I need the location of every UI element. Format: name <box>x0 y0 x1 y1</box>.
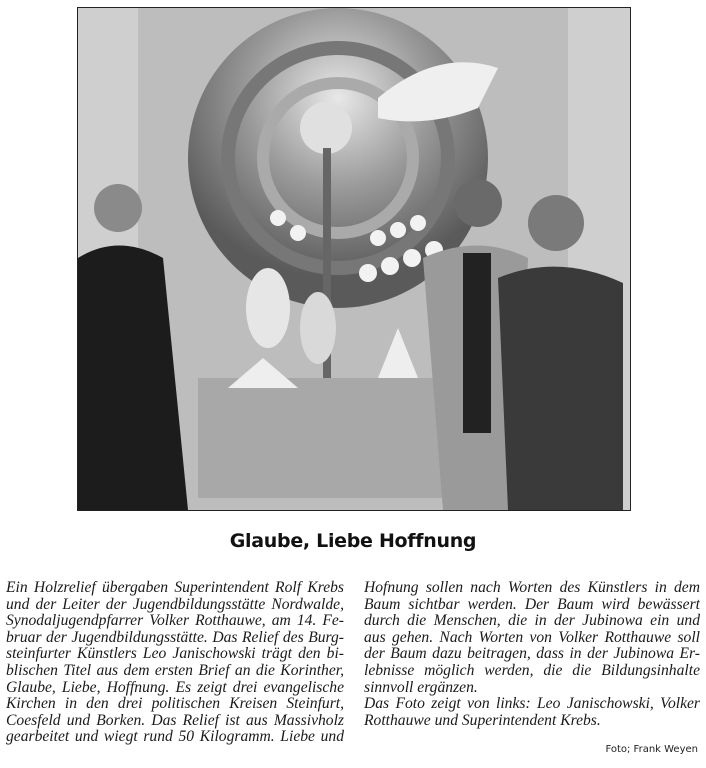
photo-image <box>78 8 630 510</box>
article-headline: Glaube, Liebe Hoffnung <box>229 530 477 552</box>
text-line: durch die Menschen, die in der Jubinowa ein und <box>364 613 700 630</box>
text-line: aus gehen. Nach Worten von Volker Rotthauwe soll <box>364 629 700 646</box>
text-line: lebnisse möglich werden, die die Bildungsinhalte <box>364 662 700 679</box>
photo-credit: Foto; Frank Weyen <box>605 744 698 755</box>
text-line: Rotthauwe und Superintendent Krebs. <box>364 712 601 729</box>
text-line: Kirchen in den drei politischen Kreisen Steinfurt, <box>6 696 344 713</box>
article-column-left <box>6 580 344 746</box>
text-line: und der Leiter der Jugendbildungsstätte Nordwalde, <box>6 596 344 613</box>
article-column-right <box>364 580 700 729</box>
text-line: gearbeitet und wiegt rund 50 Kilogramm. Liebe und <box>6 729 344 746</box>
text-line: Das Foto zeigt von links: Leo Janischowski, Volker <box>364 696 700 713</box>
text-line: sinnvoll ergänzen. <box>364 679 478 696</box>
article-photo <box>77 7 631 511</box>
text-line: der Baum dazu beitragen, dass in der Jubinowa Er- <box>364 646 700 663</box>
text-line: Hofnung sollen nach Worten des Künstlers in dem <box>364 580 700 596</box>
text-line: Coesfeld und Borken. Das Relief ist aus Massivholz <box>6 712 344 729</box>
text-line: Ein Holzrelief übergaben Superintendent Rolf Krebs <box>6 580 344 596</box>
text-line: blischen Titel aus dem ersten Brief an die Korinther, <box>6 662 344 679</box>
text-line: steinfurter Künstlers Leo Janischowski trägt den bi- <box>6 646 344 663</box>
text-line: Baum sichtbar werden. Der Baum wird bewässert <box>364 596 700 613</box>
text-line: bruar der Jugendbildungsstätte. Das Relief des Burg- <box>6 629 344 646</box>
text-line: Glaube, Liebe, Hoffnung. Es zeigt drei evangelische <box>6 679 344 696</box>
text-line: Synodaljugendpfarrer Volker Rotthauwe, am 14. Fe- <box>6 613 344 630</box>
